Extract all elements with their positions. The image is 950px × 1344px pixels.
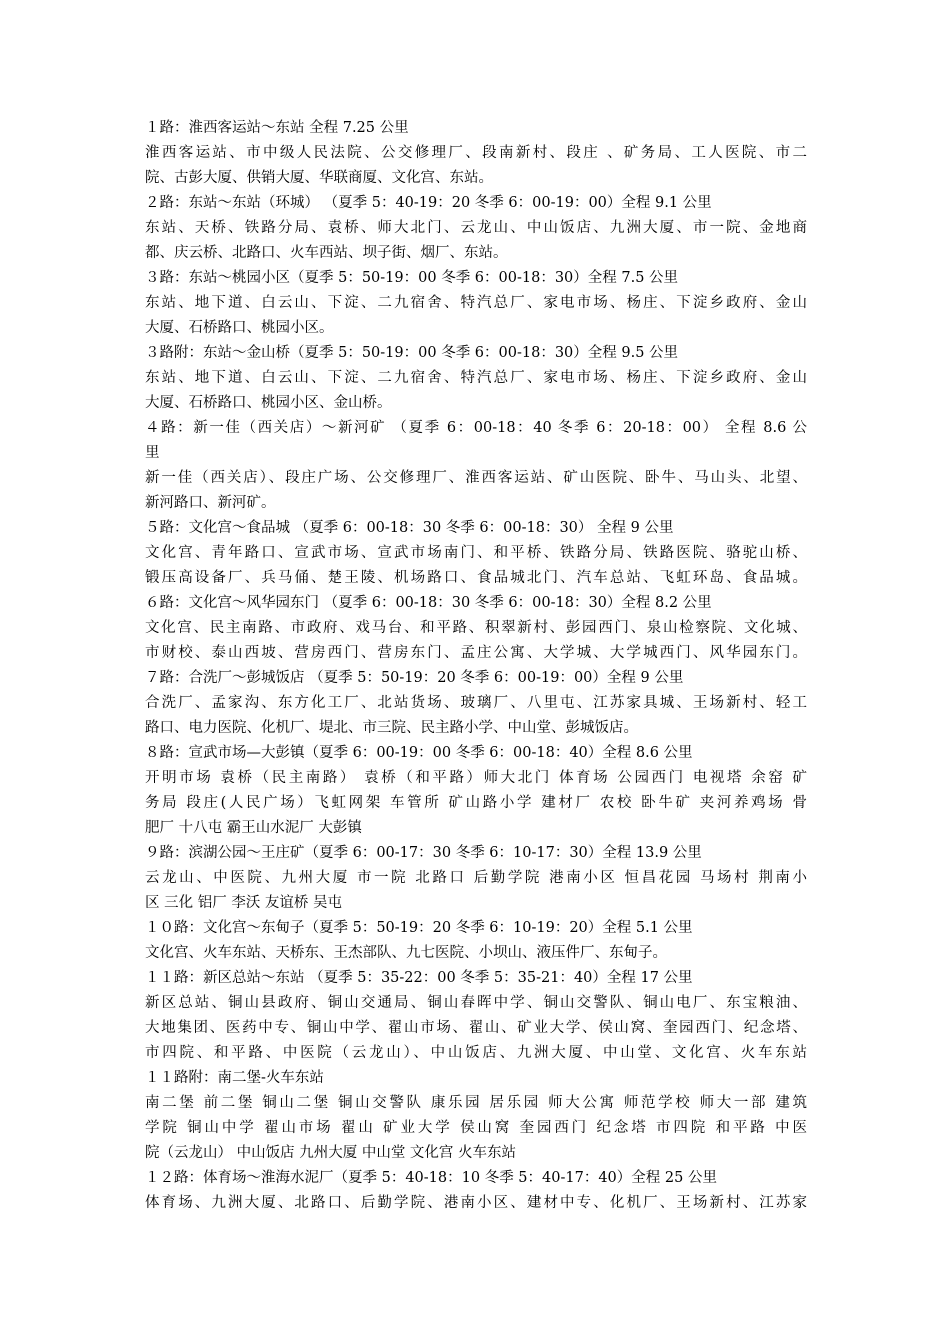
text-line: 区 三化 铝厂 李沃 友谊桥 吴屯 <box>145 895 343 911</box>
text-line: ２路：东站～东站（环城） （夏季 5：40-19：20 冬季 6：00-19：00）全程 9.1 公里 <box>145 195 712 211</box>
text-line: 市四院、和平路、中医院（云龙山）、中山饭店、九洲大厦、中山堂、文化宫、火车东站 <box>145 1045 807 1061</box>
text-line: １路：淮西客运站～东站 全程 7.25 公里 <box>145 120 409 136</box>
text-line: 大地集团、医药中专、铜山中学、翟山市场、翟山、矿业大学、侯山窝、奎园西门、纪念塔、 <box>145 1020 807 1036</box>
text-line: 学院 铜山中学 翟山市场 翟山 矿业大学 侯山窝 奎园西门 纪念塔 市四院 和平路 中医 <box>145 1120 807 1136</box>
text-line: １０路：文化宫～东甸子（夏季 5：50-19：20 冬季 6：10-19：20）全程 5.1 公里 <box>145 920 693 936</box>
text-line: 文化宫、火车东站、天桥东、王杰部队、九七医院、小坝山、液压件厂、东甸子。 <box>145 945 667 961</box>
text-line: 东站、地下道、白云山、下淀、二九宿舍、特汽总厂、家电市场、杨庄、下淀乡政府、金山 <box>145 370 807 386</box>
text-line: ３路附：东站～金山桥（夏季 5：50-19：00 冬季 6：00-18：30）全程 9.5 公里 <box>145 345 679 361</box>
text-line: 市财校、泰山西坡、营房西门、营房东门、孟庄公寓、大学城、大学城西门、风华园东门。 <box>145 645 807 661</box>
text-line: 新一佳（西关店）、段庄广场、公交修理厂、淮西客运站、矿山医院、卧牛、马山头、北望、 <box>145 470 807 486</box>
text-line: 新区总站、铜山县政府、铜山交通局、铜山春晖中学、铜山交警队、铜山电厂、东宝粮油、 <box>145 995 807 1011</box>
text-line: 文化宫、青年路口、宣武市场、宣武市场南门、和平桥、铁路分局、铁路医院、骆驼山桥、 <box>145 545 807 561</box>
text-line: 院（云龙山） 中山饭店 九州大厦 中山堂 文化宫 火车东站 <box>145 1145 517 1161</box>
text-line: 体育场、九洲大厦、北路口、后勤学院、港南小区、建材中专、化机厂、王场新村、江苏家 <box>145 1195 807 1211</box>
text-line: 开明市场 袁桥（民主南路） 袁桥（和平路）师大北门 体育场 公园西门 电视塔 余窑 矿 <box>145 770 807 786</box>
text-line: ４路：新一佳（西关店）～新河矿 （夏季 6：00-18：40 冬季 6：20-18：00） 全程 8.6 公 <box>145 420 807 436</box>
text-line: 云龙山、中医院、九州大厦 市一院 北路口 后勤学院 港南小区 恒昌花园 马场村 荆南小 <box>145 870 807 886</box>
text-line: 院、古彭大厦、供销大厦、华联商厦、文化宫、东站。 <box>145 170 493 186</box>
text-line: 都、庆云桥、北路口、火车西站、坝子街、烟厂、东站。 <box>145 245 508 261</box>
document-body <box>145 116 807 1216</box>
text-line: ８路：宣武市场—大彭镇（夏季 6：00-19：00 冬季 6：00-18：40）全程 8.6 公里 <box>145 745 693 761</box>
text-line: 东站、天桥、铁路分局、袁桥、师大北门、云龙山、中山饭店、九洲大厦、市一院、金地商 <box>145 220 807 236</box>
text-line: 肥厂 十八屯 霸王山水泥厂 大彭镇 <box>145 820 362 836</box>
text-line: １２路：体育场～淮海水泥厂（夏季 5：40-18：10 冬季 5：40-17：40）全程 25 公里 <box>145 1170 717 1186</box>
text-line: 淮西客运站、市中级人民法院、公交修理厂、段南新村、段庄 、矿务局、工人医院、市二 <box>145 145 807 161</box>
text-line: 大厦、石桥路口、桃园小区、金山桥。 <box>145 395 392 411</box>
text-line: 南二堡 前二堡 铜山二堡 铜山交警队 康乐园 居乐园 师大公寓 师范学校 师大一部 建筑 <box>145 1095 807 1111</box>
text-line: 里 <box>145 445 160 461</box>
text-line: 文化宫、民主南路、市政府、戏马台、和平路、积翠新村、彭园西门、泉山检察院、文化城、 <box>145 620 807 636</box>
text-line: ５路：文化宫～食品城 （夏季 6：00-18：30 冬季 6：00-18：30） 全程 9 公里 <box>145 520 674 536</box>
text-line: 合洗厂、孟家沟、东方化工厂、北站货场、玻璃厂、八里屯、江苏家具城、王场新村、轻工 <box>145 695 807 711</box>
text-line: １１路：新区总站～东站 （夏季 5：35-22：00 冬季 5：35-21：40）全程 17 公里 <box>145 970 693 986</box>
text-line: 东站、地下道、白云山、下淀、二九宿舍、特汽总厂、家电市场、杨庄、下淀乡政府、金山 <box>145 295 807 311</box>
text-line: 新河路口、新河矿。 <box>145 495 276 511</box>
text-line: ９路：滨湖公园～王庄矿（夏季 6：00-17：30 冬季 6：10-17：30）全程 13.9 公里 <box>145 845 702 861</box>
text-line: 大厦、石桥路口、桃园小区。 <box>145 320 334 336</box>
text-line: ３路：东站～桃园小区（夏季 5：50-19：00 冬季 6：00-18：30）全程 7.5 公里 <box>145 270 679 286</box>
text-line: ６路：文化宫～风华园东门 （夏季 6：00-18：30 冬季 6：00-18：30）全程 8.2 公里 <box>145 595 712 611</box>
text-line: 路口、电力医院、化机厂、堤北、市三院、民主路小学、中山堂、彭城饭店。 <box>145 720 638 736</box>
text-line: １１路附：南二堡-火车东站 <box>145 1070 324 1086</box>
text-line: ７路：合洗厂～彭城饭店 （夏季 5：50-19：20 冬季 6：00-19：00）全程 9 公里 <box>145 670 684 686</box>
text-line: 锻压高设备厂、兵马俑、楚王陵、机场路口、食品城北门、汽车总站、飞虹环岛、食品城。 <box>145 570 807 586</box>
text-line: 务局 段庄(人民广场）飞虹网架 车管所 矿山路小学 建材厂 农校 卧牛矿 夹河养鸡场 骨 <box>145 795 807 811</box>
